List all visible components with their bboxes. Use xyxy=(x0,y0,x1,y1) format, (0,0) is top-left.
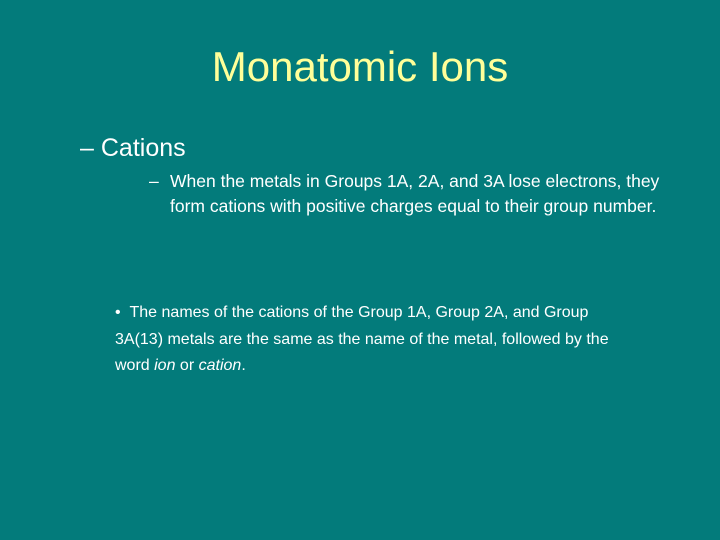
term-ion: ion xyxy=(154,357,176,374)
dash-marker: – xyxy=(149,171,159,191)
bullet-cations xyxy=(80,132,186,164)
sub-bullet-metals xyxy=(149,169,689,218)
slide-title: Monatomic Ions xyxy=(211,43,509,90)
dash-marker: – xyxy=(80,134,94,162)
term-cation: cation xyxy=(198,357,242,374)
note-cation-names xyxy=(115,300,635,380)
note-text: The names of the cations of the Group 1A, Group 2A, and Group 3A(13) metals are the same as the name of the metal, followed by the word xyxy=(115,304,609,374)
note-text-end: . xyxy=(241,357,246,374)
note-text-middle: or xyxy=(175,357,199,374)
sub-bullet-metals-text: When the metals in Groups 1A, 2A, and 3A lose electrons, they form cations with positive charges equal to their group number. xyxy=(170,171,660,216)
bullet-dot: • xyxy=(115,304,121,321)
bullet-cations-text: Cations xyxy=(100,134,186,162)
